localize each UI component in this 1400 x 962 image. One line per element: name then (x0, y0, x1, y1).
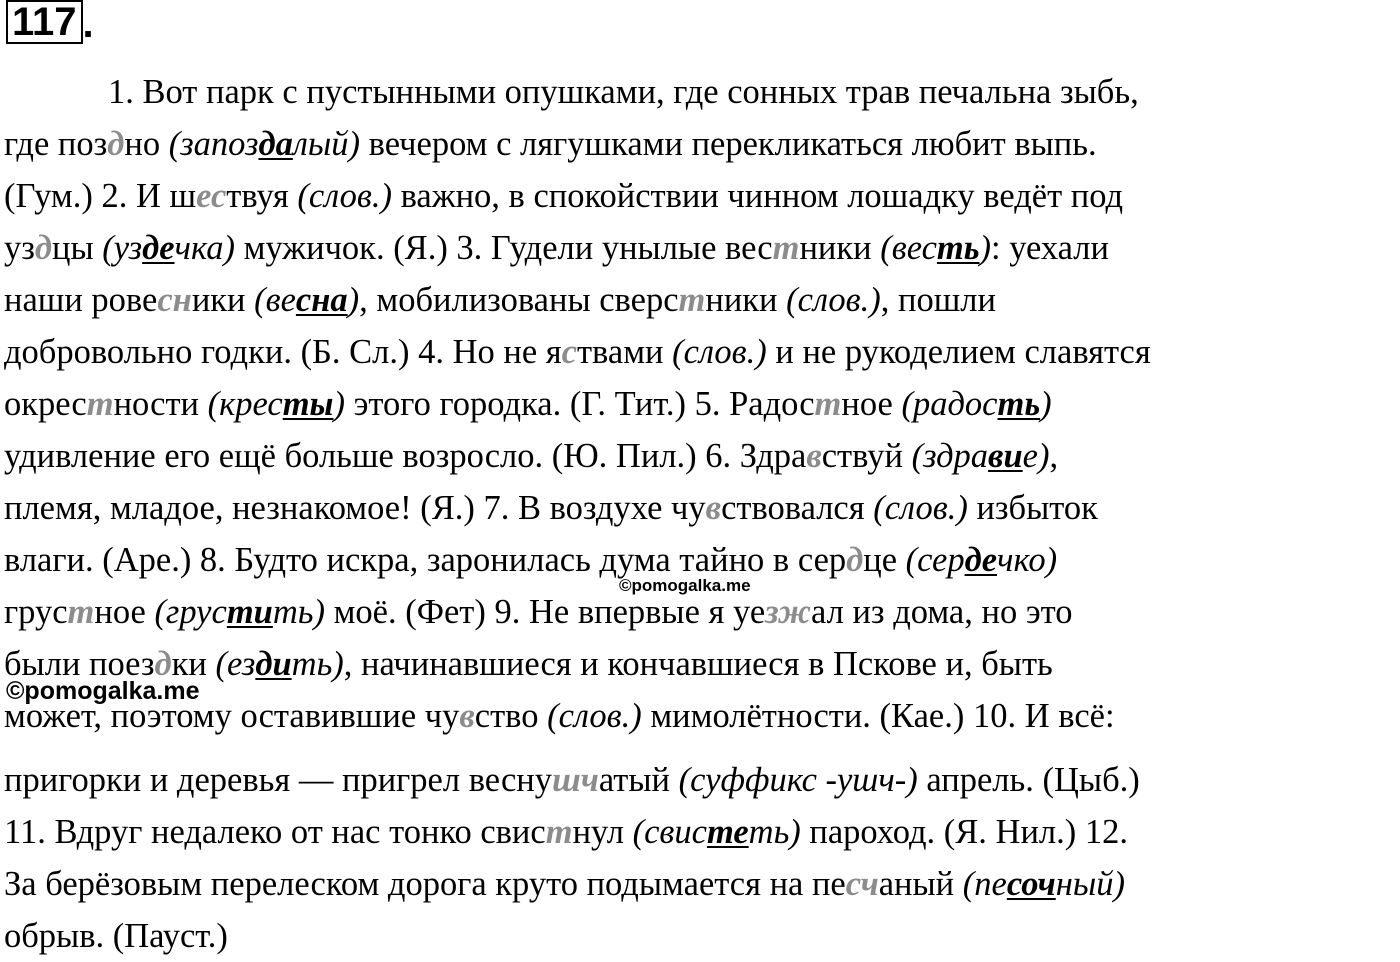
hint-word: (ве (254, 281, 296, 319)
text-line (4, 754, 1398, 806)
text-line (4, 858, 1398, 910)
text-segment: пароход. (Я. Нил.) 12. (800, 813, 1129, 851)
hint-word: (слов.) (873, 489, 968, 527)
text-segment: атый (598, 761, 679, 799)
hint-word: (вес (880, 229, 937, 267)
text-segment: ки (171, 645, 216, 683)
highlighted-letters: зж (765, 593, 812, 631)
text-line (4, 170, 1398, 222)
text-segment: ное (841, 385, 902, 423)
highlighted-letters: д (846, 541, 864, 579)
text-segment: твами (576, 333, 673, 371)
highlighted-letters: т (814, 385, 842, 423)
exercise-text (4, 66, 1398, 962)
text-segment: : уехали (991, 229, 1109, 267)
text-segment: 11. Вдруг недалеко от нас тонко свис (4, 813, 546, 851)
text-segment: может, поэтому оставившие чу (4, 697, 460, 735)
text-segment: апрель. (Цыб.) (917, 761, 1140, 799)
text-line (4, 430, 1398, 482)
hint-word: ный) (1055, 865, 1125, 903)
hint-word: (радос (901, 385, 998, 423)
highlighted-letters: в (806, 437, 822, 475)
text-segment: ствуй (821, 437, 912, 475)
text-line (4, 66, 1398, 118)
hint-root-underlined: те (706, 813, 749, 851)
exercise-number-box: 117 (6, 0, 83, 44)
text-segment: и не рукоделием славятся (766, 333, 1151, 371)
highlighted-letters: т (772, 229, 800, 267)
text-segment: мимолётности. (Кае.) 10. И всё: (641, 697, 1115, 735)
text-line (4, 326, 1398, 378)
text-segment: грус (4, 593, 68, 631)
hint-word: ) (347, 281, 360, 319)
text-segment: ное (94, 593, 155, 631)
hint-root-underlined: де (142, 229, 175, 267)
highlighted-letters: т (678, 281, 706, 319)
text-line (4, 274, 1398, 326)
text-segment: ники (799, 229, 881, 267)
text-line (4, 118, 1398, 170)
hint-word: (пе (962, 865, 1007, 903)
highlighted-letters: сч (845, 865, 879, 903)
hint-word: ) (333, 385, 345, 423)
hint-root-underlined: сна (295, 281, 348, 319)
hint-word: ть) (748, 813, 801, 851)
hint-root-underlined: ти (226, 593, 273, 631)
highlighted-letters: т (67, 593, 95, 631)
text-segment: твуя (226, 177, 298, 215)
hint-root-underlined: ть (936, 229, 980, 267)
text-segment: были поез (4, 645, 155, 683)
text-line (4, 690, 1398, 742)
hint-word: ) (979, 229, 991, 267)
watermark-small: ©pomogalka.me (619, 576, 751, 595)
hint-root-underlined: соч (1006, 865, 1056, 903)
text-segment: но (124, 125, 169, 163)
text-segment: ал из дома, но это (811, 593, 1073, 631)
text-line (4, 222, 1398, 274)
highlighted-letters: шч (552, 761, 599, 799)
hint-word: (ез (215, 645, 256, 683)
highlighted-letters: д (154, 645, 172, 683)
hint-word: (здра (911, 437, 989, 475)
text-segment: племя, младое, незнакомое! (Я.) 7. В воздухе чу (4, 489, 706, 527)
text-segment: избыток (967, 489, 1098, 527)
text-segment: наши рове (4, 281, 158, 319)
hint-root-underlined: ты (282, 385, 334, 423)
text-segment: этого городка. (Г. Тит.) 5. Радос (345, 385, 815, 423)
text-segment: мужичок. (Я.) 3. Гудели унылые вес (235, 229, 773, 267)
hint-root-underlined: ви (988, 437, 1023, 475)
text-line (4, 806, 1398, 858)
text-line (4, 482, 1398, 534)
highlighted-letters: д (107, 125, 125, 163)
hint-word: (крес (207, 385, 283, 423)
highlighted-letters: в (459, 697, 475, 735)
text-line (4, 638, 1398, 690)
text-segment: аный (878, 865, 963, 903)
hint-word: лый) (292, 125, 360, 163)
text-segment: ики (191, 281, 255, 319)
hint-word: (суффикс -ушч-) (678, 761, 918, 799)
hint-word: (слов.) (547, 697, 642, 735)
hint-root-underlined: де (964, 541, 998, 579)
hint-root-underlined: ть (997, 385, 1041, 423)
exercise-number-period: . (82, 2, 94, 46)
hint-word: (уз (102, 229, 143, 267)
hint-word: ть) (291, 645, 344, 683)
text-segment: важно, в спокойствии чинном лошадку ведёт под (391, 177, 1124, 215)
text-segment: удивление его ещё больше возросло. (Ю. Пил.) 6. Здра (4, 437, 807, 475)
hint-word: ) (1040, 385, 1052, 423)
hint-word: ть) (272, 593, 325, 631)
text-segment: уз (4, 229, 35, 267)
text-segment: , начинавшиеся и кончавшиеся в Пскове и, быть (343, 645, 1053, 683)
hint-word: (запоз (168, 125, 259, 163)
text-segment: окрес (4, 385, 87, 423)
watermark-large: ©pomogalka.me (6, 677, 200, 705)
text-segment: 1. Вот парк с пустынными опушками, где сонных трав печальна зыбь, (108, 73, 1139, 111)
text-segment: , мобилизованы сверс (359, 281, 679, 319)
text-segment: , (1049, 437, 1059, 475)
text-line (4, 910, 1398, 962)
hint-word: (свис (632, 813, 707, 851)
highlighted-letters: д (34, 229, 53, 267)
hint-word: чка) (174, 229, 236, 267)
text-segment: добровольно годки. (Б. Сл.) 4. Но не я (4, 333, 562, 371)
highlighted-letters: ес (196, 177, 227, 215)
text-segment: ство (474, 697, 548, 735)
hint-word: (сер (905, 541, 965, 579)
highlighted-letters: сн (157, 281, 192, 319)
text-segment: ствовался (721, 489, 874, 527)
text-segment: (Гум.) 2. И ш (4, 177, 197, 215)
exercise-number (6, 0, 94, 46)
text-segment: влаги. (Аре.) 8. Будто искра, заронилась дума тайно в сер (4, 541, 847, 579)
hint-word: (слов.) (672, 333, 767, 371)
highlighted-letters: с (561, 333, 577, 371)
text-segment: пригорки и деревья — пригрел весну (4, 761, 552, 799)
hint-word: (слов.) (786, 281, 881, 319)
text-segment: ности (113, 385, 208, 423)
hint-root-underlined: ди (255, 645, 292, 683)
highlighted-letters: в (705, 489, 722, 527)
text-segment: , пошли (880, 281, 996, 319)
highlighted-letters: т (545, 813, 573, 851)
hint-root-underlined: да (258, 125, 293, 163)
text-segment: ники (705, 281, 787, 319)
text-segment: где поз (4, 125, 108, 163)
text-segment: вечером с лягушками перекликаться любит выпь. (359, 125, 1097, 163)
text-segment: нул (572, 813, 633, 851)
highlighted-letters: т (86, 385, 114, 423)
text-segment: цы (52, 229, 103, 267)
hint-word: (грус (154, 593, 227, 631)
text-segment: це (863, 541, 906, 579)
hint-word: е) (1022, 437, 1050, 475)
text-line (4, 378, 1398, 430)
text-segment: моё. (Фет) 9. Не впервые я уе (324, 593, 766, 631)
hint-word: чко) (997, 541, 1058, 579)
text-segment: обрыв. (Пауст.) (4, 917, 228, 955)
text-segment: За берёзовым перелеском дорога круто подымается на пе (4, 865, 846, 903)
hint-word: (слов.) (297, 177, 392, 215)
